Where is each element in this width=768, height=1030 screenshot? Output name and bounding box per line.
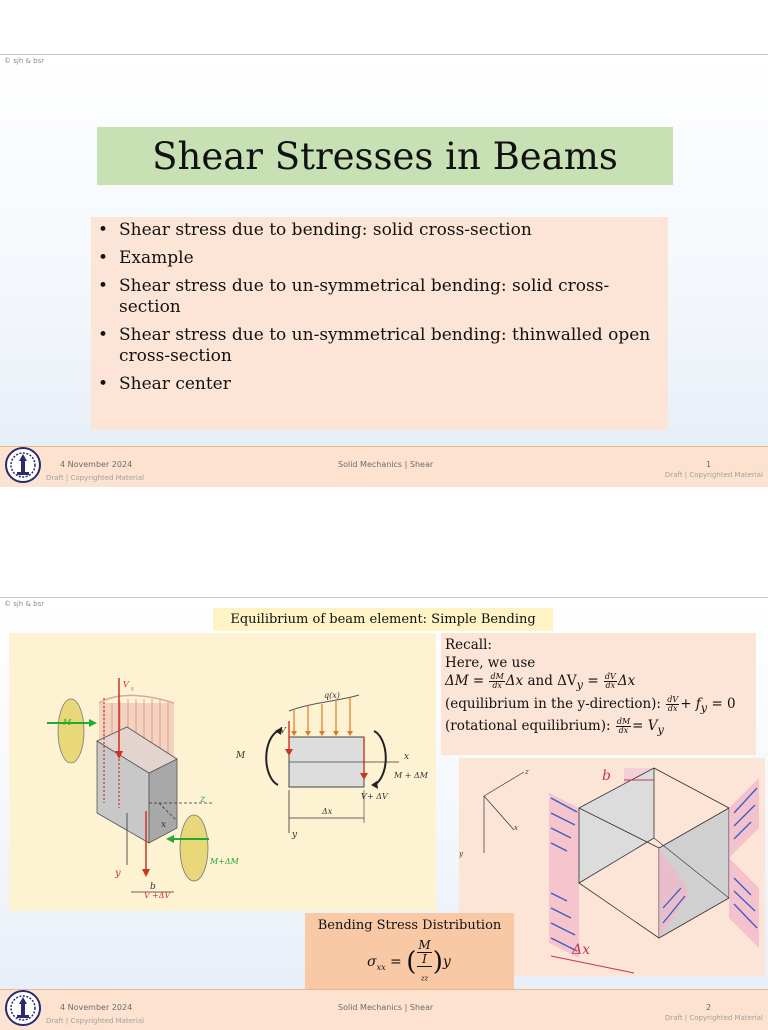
footer-title: Solid Mechanics | Shear bbox=[338, 460, 434, 469]
fig1-m-label: M bbox=[63, 718, 72, 727]
recall-equilibrium-y: (equilibrium in the y-direction): $\frac{dV}{dx}$ + $f_y = 0$ bbox=[445, 694, 736, 715]
institute-logo-icon bbox=[2, 982, 44, 1030]
draft-watermark-left: Draft | Copyrighted Material bbox=[46, 474, 145, 482]
fig2-q-label: q(x) bbox=[324, 691, 340, 700]
footer-date: 4 November 2024 bbox=[60, 460, 133, 469]
fig2-x-label: x bbox=[404, 752, 410, 762]
footer-title: Solid Mechanics | Shear bbox=[338, 1003, 434, 1012]
fig2-dx-label: Δx bbox=[322, 807, 333, 816]
fig1-x-label: x bbox=[161, 820, 167, 830]
bullet-item: • Shear stress due to bending: solid cross-section bbox=[91, 220, 668, 241]
slide-title: Shear Stresses in Beams bbox=[97, 127, 673, 185]
copyright-text: © sjh & bsr bbox=[4, 57, 45, 65]
fig1-vy-sub: y bbox=[131, 686, 134, 692]
fig1-z-label: z bbox=[200, 794, 206, 805]
recall-moment-shear-relations: ΔM = $\frac{dM}{dx}$ Δx and $\Delta V_y$ = $\frac{dV}{dx}$ Δx bbox=[445, 672, 636, 692]
fig3-z-label: z bbox=[525, 768, 529, 776]
fig1-vdv-label: V bbox=[144, 891, 150, 900]
bullet-item: • Shear stress due to un-symmetrical bending: thinwalled open cross-section bbox=[91, 325, 668, 367]
recall-label: Recall: bbox=[445, 637, 492, 653]
bullet-item: • Example bbox=[91, 248, 668, 269]
bending-stress-label: Bending Stress Distribution bbox=[317, 918, 502, 933]
recall-equations-box bbox=[441, 633, 756, 755]
draft-watermark-right: Draft | Copyrighted Material bbox=[664, 1014, 763, 1022]
fig3-x-label: x bbox=[514, 824, 518, 832]
fig1-y-label: y bbox=[115, 868, 121, 879]
fig1-vdv-rest: +ΔV bbox=[152, 891, 171, 900]
slide-2 bbox=[0, 597, 768, 1030]
slide-footer bbox=[0, 446, 768, 487]
bullet-item: • Shear stress due to un-symmetrical bending: solid cross-section bbox=[91, 276, 668, 318]
fig2-vdv-label: V bbox=[361, 792, 367, 801]
fig2-m-label: M bbox=[236, 751, 246, 761]
bending-stress-box bbox=[305, 913, 514, 991]
footer-date: 4 November 2024 bbox=[60, 1003, 133, 1012]
slide-heading: Equilibrium of beam element: Simple Bending bbox=[213, 608, 553, 631]
fig1-mdm-label: M+ΔM bbox=[210, 857, 239, 866]
fig1-b-label: b bbox=[150, 882, 156, 892]
bending-stress-formula: $\sigma_{xx}$ = ( M I $_{zz}$ )y bbox=[367, 938, 451, 983]
bullet-list bbox=[91, 217, 668, 430]
recall-intro: Here, we use bbox=[445, 655, 536, 671]
fig2-vy-label: V bbox=[280, 726, 286, 735]
beam-element-diagram bbox=[9, 633, 436, 911]
draft-watermark-right: Draft | Copyrighted Material bbox=[664, 471, 763, 479]
fig2-y-label: y bbox=[292, 830, 298, 840]
slide-1 bbox=[0, 54, 768, 487]
recall-rotational-equilibrium: (rotational equilibrium): $\frac{dM}{dx}$ = $V_y$ bbox=[445, 717, 664, 738]
institute-logo-icon bbox=[2, 439, 44, 487]
slide-number: 2 bbox=[706, 1003, 712, 1012]
bullet-item: • Shear center bbox=[91, 374, 668, 395]
slide-number: 1 bbox=[706, 460, 712, 469]
beam-element-figure bbox=[9, 633, 436, 911]
fig3-b-label: b bbox=[602, 768, 611, 784]
fig1-vy-label: V bbox=[123, 680, 129, 689]
fig3-dx-label: Δx bbox=[572, 942, 591, 958]
draft-watermark-left: Draft | Copyrighted Material bbox=[46, 1017, 145, 1025]
fig2-mdm-label: M + ΔM bbox=[394, 771, 428, 780]
fig3-y-label: y bbox=[459, 850, 463, 858]
copyright-text: © sjh & bsr bbox=[4, 600, 45, 608]
fig2-vdv-rest: + ΔV bbox=[367, 792, 388, 801]
